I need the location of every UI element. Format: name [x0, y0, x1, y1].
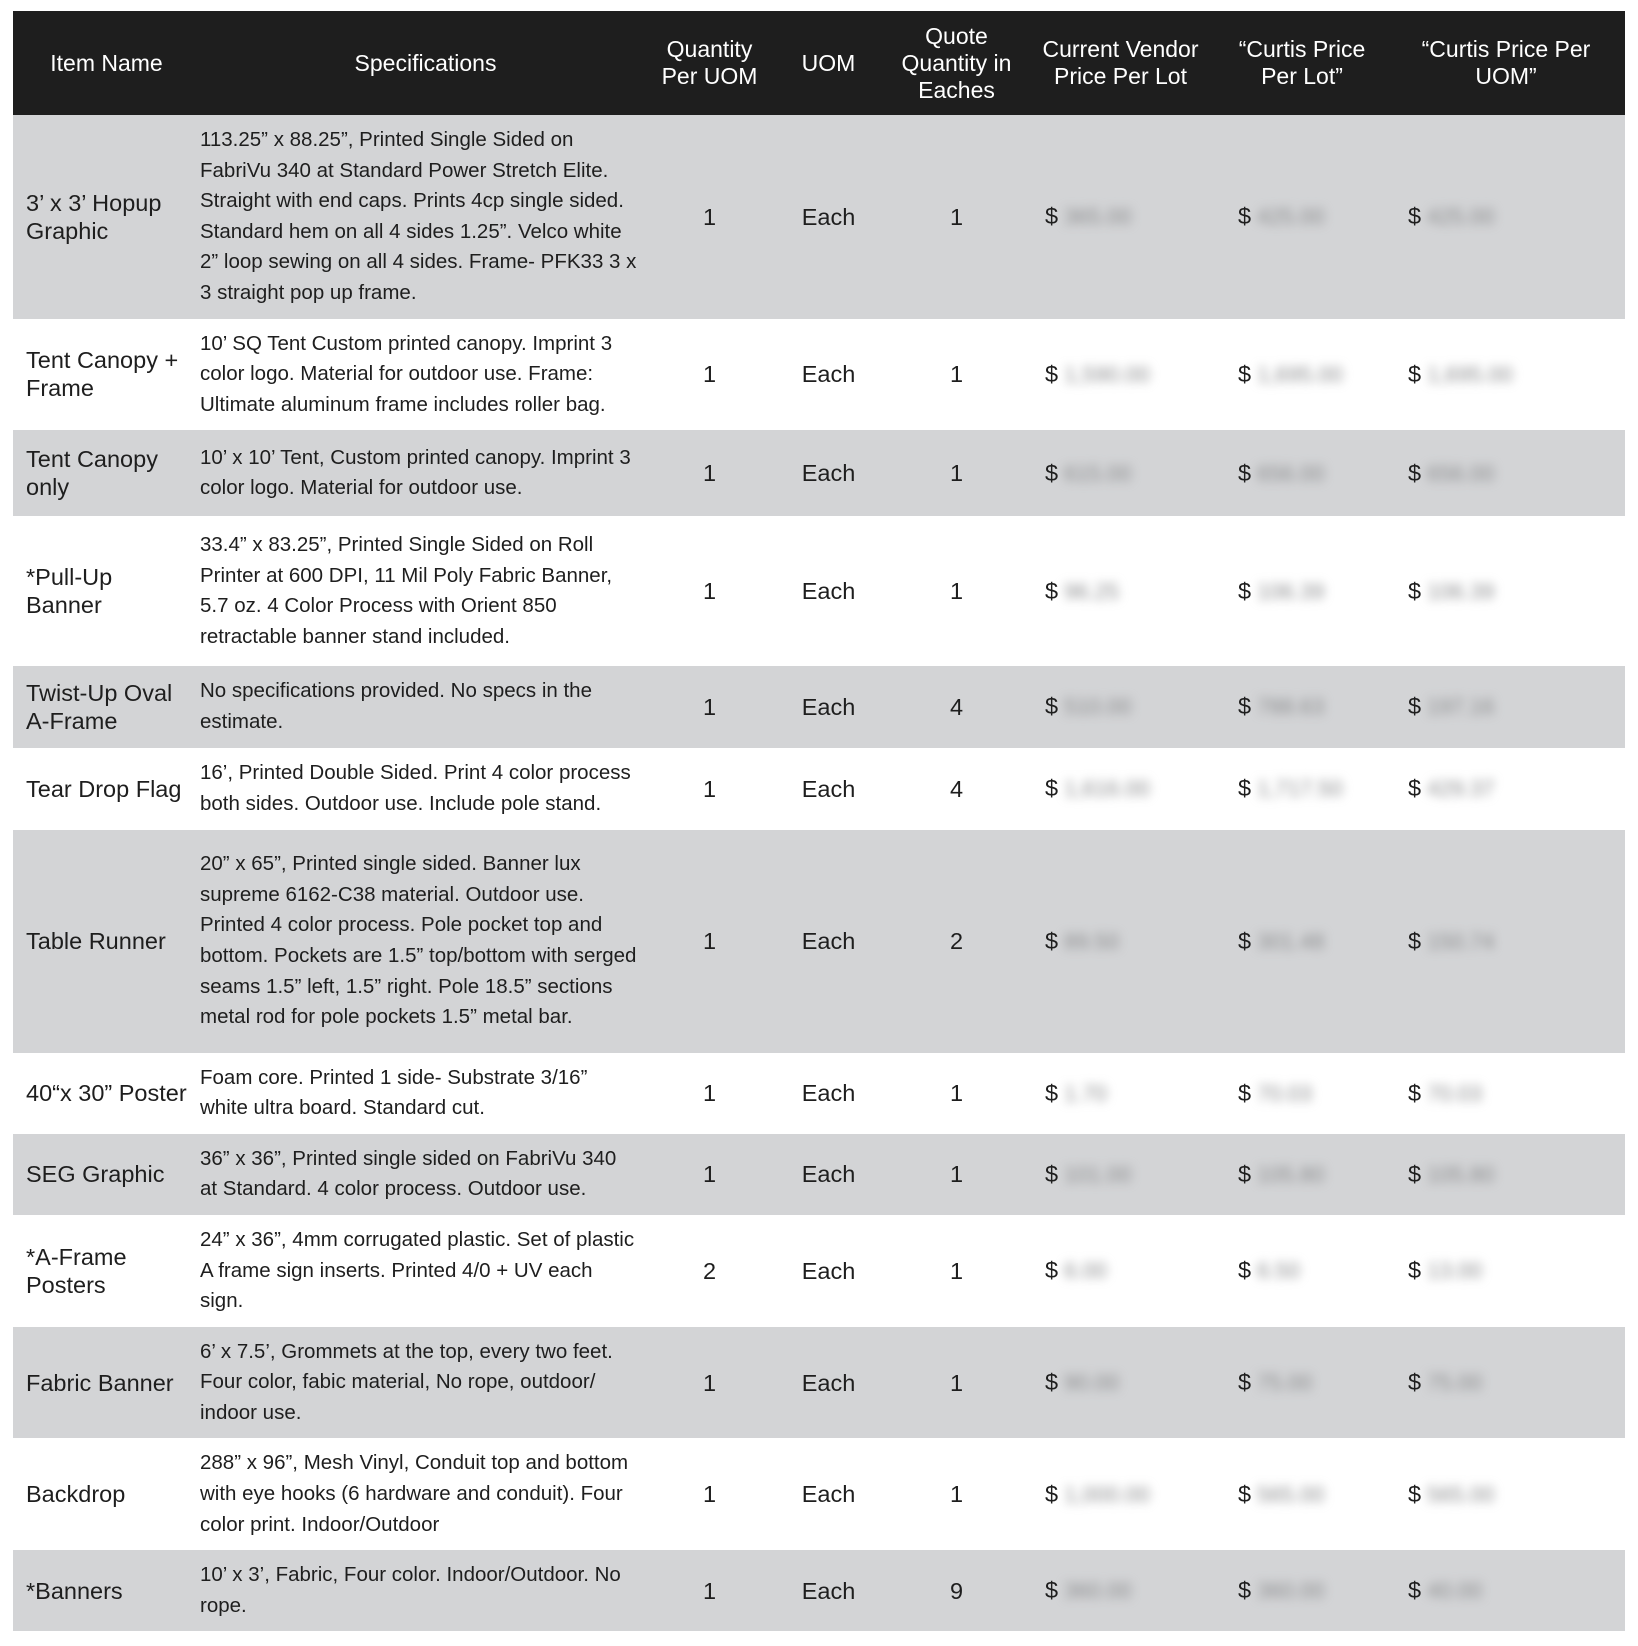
- curtis-price-uom-cell: [1387, 666, 1625, 747]
- redacted-price-value: 656.00: [1427, 460, 1495, 486]
- table-row: [13, 1134, 1625, 1215]
- table-body: [13, 115, 1625, 1631]
- header-row: [13, 11, 1625, 115]
- curtis-price-lot-cell: [1217, 830, 1387, 1053]
- quote-quantity-cell: 9: [889, 1550, 1024, 1631]
- table-row: [13, 516, 1625, 666]
- curtis-price-lot-cell: [1217, 666, 1387, 747]
- dollar-sign: $: [1408, 1160, 1422, 1187]
- redacted-price-value: 565.00: [1427, 1481, 1495, 1507]
- specifications-cell: Foam core. Printed 1 side- Substrate 3/16” white ultra board. Standard cut.: [200, 1065, 588, 1120]
- item-name-cell: Twist-Up Oval A-Frame: [13, 666, 200, 747]
- curtis-price-uom-cell: [1387, 1134, 1625, 1215]
- redacted-price-value: 6.00: [1064, 1258, 1107, 1284]
- redacted-price-value: 70.03: [1427, 1080, 1483, 1106]
- quantity-per-uom-cell: 1: [651, 1550, 768, 1631]
- redacted-price-value: 425.00: [1427, 204, 1495, 230]
- dollar-sign: $: [1045, 1160, 1059, 1187]
- quote-quantity-cell: 1: [889, 1327, 1024, 1439]
- quantity-per-uom-cell: 1: [702, 775, 717, 802]
- curtis-price-lot-cell: [1217, 1327, 1387, 1439]
- dollar-sign: $: [1408, 1257, 1422, 1284]
- redacted-price-value: 1,616.00: [1064, 776, 1150, 802]
- dollar-sign: $: [1045, 1369, 1059, 1396]
- header-quote-quantity: Quote Quantity in Eaches: [889, 11, 1024, 115]
- quote-quantity-cell: 4: [889, 666, 1024, 747]
- redacted-price-value: 365.00: [1064, 204, 1132, 230]
- vendor-price-cell: [1024, 430, 1217, 516]
- dollar-sign: $: [1238, 1160, 1252, 1187]
- curtis-price-lot-cell: [1217, 1053, 1387, 1134]
- table-row: [13, 666, 1625, 747]
- uom-cell: Each: [768, 115, 889, 319]
- table-row: [13, 115, 1625, 319]
- specifications-cell: 288” x 96”, Mesh Vinyl, Conduit top and bottom with eye hooks (6 hardware and conduit). Four color print. Indoor/Outdoor: [200, 1451, 629, 1536]
- dollar-sign: $: [1408, 1369, 1422, 1396]
- dollar-sign: $: [1238, 459, 1252, 486]
- quote-quantity-cell: 1: [949, 578, 964, 605]
- quantity-per-uom-cell: 2: [702, 1257, 717, 1284]
- item-name-cell: *A-Frame Posters: [26, 1243, 127, 1298]
- dollar-sign: $: [1238, 1257, 1252, 1284]
- dollar-sign: $: [1045, 1577, 1059, 1604]
- item-name-cell: Tear Drop Flag: [26, 775, 182, 802]
- dollar-sign: $: [1408, 1577, 1422, 1604]
- quote-quantity-cell: 1: [889, 430, 1024, 516]
- curtis-price-uom-cell: [1387, 830, 1625, 1053]
- item-name-cell: 40“x 30” Poster: [26, 1080, 187, 1107]
- redacted-price-value: 788.63: [1257, 694, 1325, 720]
- vendor-price-cell: [1024, 115, 1217, 319]
- curtis-price-uom-cell: [1387, 1215, 1625, 1327]
- specifications-cell: 20” x 65”, Printed single sided. Banner lux supreme 6162-C38 material. Outdoor use. Printed 4 color process. Pole pocket top and bottom. Pockets are 1.5” top/bottom with serged seams 1.5” left, 1.5” right. Pole 18.5” sections metal rod for pole pockets 1.5” metal bar.: [200, 830, 651, 1053]
- item-name-cell: *Banners: [13, 1550, 200, 1631]
- specifications-cell: 33.4” x 83.25”, Printed Single Sided on Roll Printer at 600 DPI, 11 Mil Poly Fabric Banner, 5.7 oz. 4 Color Process with Orient 850 retractable banner stand included.: [200, 533, 613, 648]
- item-name-cell: Tent Canopy only: [13, 430, 200, 516]
- vendor-price-cell: [1024, 516, 1217, 666]
- vendor-price-cell: [1024, 1053, 1217, 1134]
- specifications-cell: 10’ x 10’ Tent, Custom printed canopy. Imprint 3 color logo. Material for outdoor use.: [200, 430, 651, 516]
- table-row: [13, 430, 1625, 516]
- curtis-price-uom-cell: [1387, 1327, 1625, 1439]
- curtis-price-lot-cell: [1217, 1438, 1387, 1550]
- dollar-sign: $: [1045, 1480, 1059, 1507]
- quantity-per-uom-cell: 1: [651, 666, 768, 747]
- curtis-price-uom-cell: [1387, 319, 1625, 431]
- quote-quantity-cell: 1: [949, 1257, 964, 1284]
- redacted-price-value: 75.00: [1257, 1370, 1313, 1396]
- dollar-sign: $: [1045, 775, 1059, 802]
- header-curtis-price-lot: “Curtis Price Per Lot”: [1217, 11, 1387, 115]
- header-specifications: Specifications: [200, 11, 651, 115]
- table-header: [13, 11, 1625, 115]
- uom-cell: Each: [768, 1550, 889, 1631]
- redacted-price-value: 40.00: [1427, 1578, 1483, 1604]
- uom-cell: Each: [801, 361, 856, 388]
- redacted-price-value: 13.00: [1427, 1258, 1483, 1284]
- specifications-cell: 10’ SQ Tent Custom printed canopy. Imprint 3 color logo. Material for outdoor use. Frame: Ultimate aluminum frame includes roller bag.: [200, 331, 613, 416]
- quote-quantity-cell: 4: [949, 775, 964, 802]
- item-name-cell: Table Runner: [13, 830, 200, 1053]
- curtis-price-lot-cell: [1217, 430, 1387, 516]
- curtis-price-lot-cell: [1217, 319, 1387, 431]
- specifications-cell: 16’, Printed Double Sided. Print 4 color process both sides. Outdoor use. Include pole stand.: [200, 760, 631, 815]
- table-row: [13, 1053, 1625, 1134]
- uom-cell: Each: [768, 430, 889, 516]
- quantity-per-uom-cell: 1: [651, 1134, 768, 1215]
- quote-quantity-cell: 1: [889, 115, 1024, 319]
- redacted-price-value: 70.03: [1257, 1080, 1313, 1106]
- redacted-price-value: 105.80: [1257, 1161, 1325, 1187]
- header-curtis-price-uom: “Curtis Price Per UOM”: [1387, 11, 1625, 115]
- redacted-price-value: 615.00: [1064, 460, 1132, 486]
- curtis-price-uom-cell: [1387, 1550, 1625, 1631]
- curtis-price-lot-cell: [1217, 1550, 1387, 1631]
- dollar-sign: $: [1045, 693, 1059, 720]
- table-row: [13, 1215, 1625, 1327]
- curtis-price-lot-cell: [1217, 1215, 1387, 1327]
- table-row: [13, 1438, 1625, 1550]
- specifications-cell: 24” x 36”, 4mm corrugated plastic. Set of plastic A frame sign inserts. Printed 4/0 + UV each sign.: [200, 1227, 635, 1313]
- dollar-sign: $: [1238, 203, 1252, 230]
- curtis-price-lot-cell: [1217, 115, 1387, 319]
- specifications-cell: 6’ x 7.5’, Grommets at the top, every two feet. Four color, fabic material, No rope, outdoor/ indoor use.: [200, 1327, 651, 1439]
- redacted-price-value: 360.00: [1257, 1578, 1325, 1604]
- dollar-sign: $: [1408, 693, 1422, 720]
- uom-cell: Each: [768, 830, 889, 1053]
- uom-cell: Each: [768, 1327, 889, 1439]
- table-row: [13, 319, 1625, 431]
- item-name-cell: SEG Graphic: [13, 1134, 200, 1215]
- redacted-price-value: 101.00: [1064, 1161, 1132, 1187]
- curtis-price-uom-cell: [1387, 115, 1625, 319]
- header-uom: UOM: [768, 11, 889, 115]
- dollar-sign: $: [1408, 775, 1422, 802]
- dollar-sign: $: [1408, 1079, 1422, 1106]
- redacted-price-value: 6.50: [1257, 1258, 1300, 1284]
- item-name-cell: *Pull-Up Banner: [26, 564, 113, 619]
- quantity-per-uom-cell: 1: [702, 578, 717, 605]
- item-name-cell: Tent Canopy + Frame: [26, 347, 179, 402]
- curtis-price-uom-cell: [1387, 748, 1625, 830]
- table-row: [13, 1550, 1625, 1631]
- pricing-table: [13, 11, 1625, 1631]
- redacted-price-value: 197.16: [1427, 694, 1495, 720]
- redacted-price-value: 96.25: [1064, 578, 1120, 604]
- item-name-cell: Fabric Banner: [13, 1327, 200, 1439]
- redacted-price-value: 1,590.00: [1064, 361, 1150, 387]
- item-name-cell: 3’ x 3’ Hopup Graphic: [13, 115, 200, 319]
- dollar-sign: $: [1238, 927, 1252, 954]
- quantity-per-uom-cell: 1: [651, 430, 768, 516]
- dollar-sign: $: [1045, 360, 1059, 387]
- dollar-sign: $: [1045, 927, 1059, 954]
- table-row: [13, 748, 1625, 830]
- redacted-price-value: 510.00: [1064, 694, 1132, 720]
- curtis-price-uom-cell: [1387, 1053, 1625, 1134]
- redacted-price-value: 360.00: [1064, 1578, 1132, 1604]
- vendor-price-cell: [1024, 830, 1217, 1053]
- redacted-price-value: 106.39: [1427, 578, 1495, 604]
- quote-quantity-cell: 1: [949, 1080, 964, 1107]
- uom-cell: Each: [801, 1257, 856, 1284]
- header-quantity-per-uom: Quantity Per UOM: [651, 11, 768, 115]
- quantity-per-uom-cell: 1: [651, 830, 768, 1053]
- uom-cell: Each: [768, 666, 889, 747]
- dollar-sign: $: [1408, 1480, 1422, 1507]
- redacted-price-value: 1,695.00: [1427, 361, 1513, 387]
- vendor-price-cell: [1024, 1134, 1217, 1215]
- header-item-name: Item Name: [13, 11, 200, 115]
- uom-cell: Each: [801, 578, 856, 605]
- dollar-sign: $: [1238, 1480, 1252, 1507]
- quantity-per-uom-cell: 1: [651, 1327, 768, 1439]
- redacted-price-value: 1,000.00: [1064, 1481, 1150, 1507]
- dollar-sign: $: [1408, 927, 1422, 954]
- dollar-sign: $: [1045, 577, 1059, 604]
- redacted-price-value: 1,717.50: [1257, 776, 1343, 802]
- quantity-per-uom-cell: 1: [651, 115, 768, 319]
- redacted-price-value: 89.50: [1064, 928, 1120, 954]
- uom-cell: Each: [768, 1134, 889, 1215]
- quote-quantity-cell: 1: [889, 1134, 1024, 1215]
- dollar-sign: $: [1045, 459, 1059, 486]
- redacted-price-value: 90.00: [1064, 1370, 1120, 1396]
- redacted-price-value: 656.00: [1257, 460, 1325, 486]
- vendor-price-cell: [1024, 319, 1217, 431]
- quantity-per-uom-cell: 1: [702, 1080, 717, 1107]
- redacted-price-value: 150.74: [1427, 928, 1495, 954]
- uom-cell: Each: [801, 775, 856, 802]
- redacted-price-value: 106.39: [1257, 578, 1325, 604]
- uom-cell: Each: [801, 1080, 856, 1107]
- quote-quantity-cell: 1: [949, 1481, 964, 1508]
- redacted-price-value: 301.48: [1257, 928, 1325, 954]
- dollar-sign: $: [1238, 1079, 1252, 1106]
- redacted-price-value: 565.00: [1257, 1481, 1325, 1507]
- dollar-sign: $: [1238, 360, 1252, 387]
- redacted-price-value: 75.00: [1427, 1370, 1483, 1396]
- header-vendor-price: Current Vendor Price Per Lot: [1024, 11, 1217, 115]
- quote-quantity-cell: 2: [889, 830, 1024, 1053]
- curtis-price-uom-cell: [1387, 1438, 1625, 1550]
- quantity-per-uom-cell: 1: [702, 1481, 717, 1508]
- item-name-cell: Backdrop: [26, 1481, 126, 1508]
- redacted-price-value: 425.00: [1257, 204, 1325, 230]
- dollar-sign: $: [1238, 577, 1252, 604]
- redacted-price-value: 1,695.00: [1257, 361, 1343, 387]
- vendor-price-cell: [1024, 1327, 1217, 1439]
- specifications-cell: 113.25” x 88.25”, Printed Single Sided on FabriVu 340 at Standard Power Stretch Elite. Straight with end caps. Prints 4cp single sided. Standard hem on all 4 sides 1.25”. Velco white 2” loop sewing on all 4 sides. Frame- PFK33 3 x 3 straight pop up frame.: [200, 115, 651, 319]
- dollar-sign: $: [1408, 459, 1422, 486]
- specifications-cell: 36” x 36”, Printed single sided on FabriVu 340 at Standard. 4 color process. Outdoor use.: [200, 1134, 651, 1215]
- vendor-price-cell: [1024, 666, 1217, 747]
- dollar-sign: $: [1408, 360, 1422, 387]
- table-row: [13, 830, 1625, 1053]
- curtis-price-lot-cell: [1217, 748, 1387, 830]
- dollar-sign: $: [1045, 203, 1059, 230]
- curtis-price-uom-cell: [1387, 430, 1625, 516]
- curtis-price-lot-cell: [1217, 1134, 1387, 1215]
- curtis-price-lot-cell: [1217, 516, 1387, 666]
- uom-cell: Each: [801, 1481, 856, 1508]
- quote-quantity-cell: 1: [949, 361, 964, 388]
- dollar-sign: $: [1238, 693, 1252, 720]
- dollar-sign: $: [1045, 1257, 1059, 1284]
- specifications-cell: 10’ x 3’, Fabric, Four color. Indoor/Outdoor. No rope.: [200, 1550, 651, 1631]
- redacted-price-value: 105.80: [1427, 1161, 1495, 1187]
- vendor-price-cell: [1024, 1438, 1217, 1550]
- redacted-price-value: 1.70: [1064, 1080, 1107, 1106]
- dollar-sign: $: [1238, 1369, 1252, 1396]
- vendor-price-cell: [1024, 1550, 1217, 1631]
- dollar-sign: $: [1408, 203, 1422, 230]
- table-row: [13, 1327, 1625, 1439]
- quantity-per-uom-cell: 1: [702, 361, 717, 388]
- curtis-price-uom-cell: [1387, 516, 1625, 666]
- dollar-sign: $: [1045, 1079, 1059, 1106]
- dollar-sign: $: [1408, 577, 1422, 604]
- specifications-cell: No specifications provided. No specs in the estimate.: [200, 666, 651, 747]
- vendor-price-cell: [1024, 1215, 1217, 1327]
- vendor-price-cell: [1024, 748, 1217, 830]
- redacted-price-value: 429.37: [1427, 776, 1495, 802]
- dollar-sign: $: [1238, 775, 1252, 802]
- dollar-sign: $: [1238, 1577, 1252, 1604]
